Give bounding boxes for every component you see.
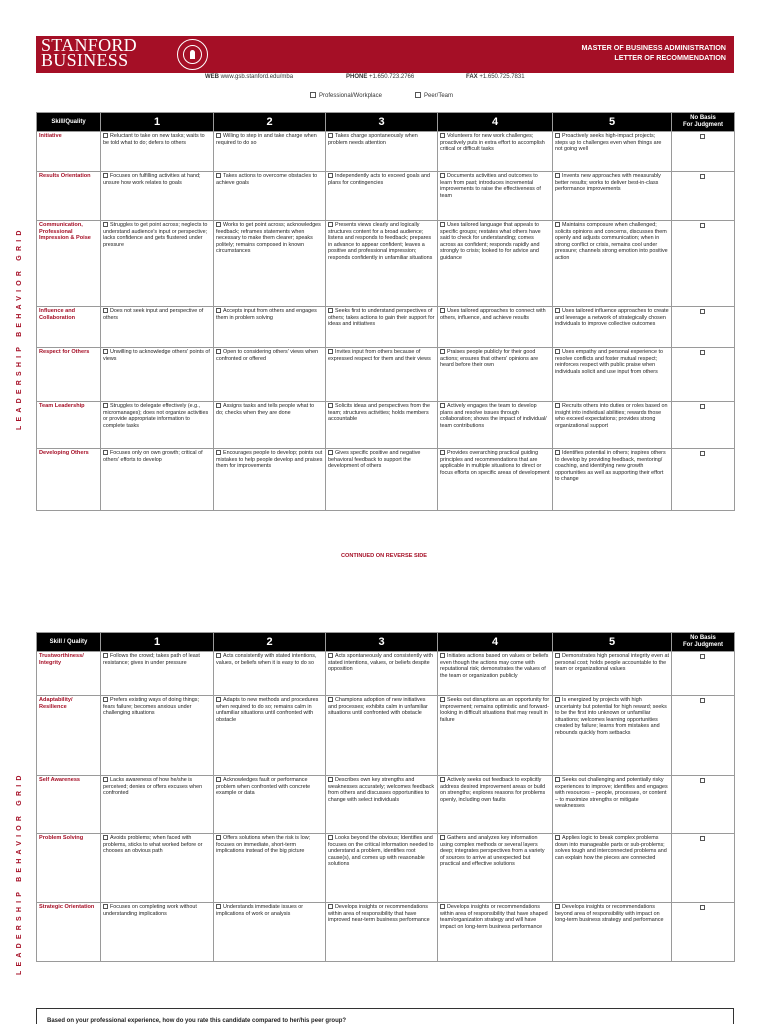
rating-checkbox-2[interactable]: [216, 450, 221, 455]
rating-checkbox-1[interactable]: [103, 173, 108, 178]
rating-checkbox-2[interactable]: [216, 133, 221, 138]
rating-cell-2: [214, 402, 326, 449]
rating-checkbox-3[interactable]: [328, 697, 333, 702]
rating-cell-2: [214, 776, 326, 834]
rating-description: Seeks out challenging and potentially risky experiences to improve; identifies and engages with resources – people, processes, or content – to maximize strengths or mitigate weaknesses: [555, 777, 668, 810]
relationship-peer[interactable]: Peer/Team: [415, 92, 453, 99]
rating-cell-5: [553, 449, 672, 511]
rating-cell-4: [438, 776, 553, 834]
rating-checkbox-4[interactable]: [440, 450, 445, 455]
no-basis-cell: [672, 834, 735, 903]
rating-description: Offers solutions when the risk is low; focuses on immediate, short-term implications instead of the big picture: [216, 835, 311, 855]
skill-label: Results Orientation: [37, 172, 101, 221]
rating-description: Volunteers for new work challenges; proactively puts in extra effort to accomplish critical or difficult tasks: [440, 133, 545, 153]
rating-cell-4: [438, 449, 553, 511]
rating-cell-2: [214, 903, 326, 962]
rating-description: Seeks out disruptions as an opportunity for improvement; remains optimistic and forward-looking in difficult situations that may result in failure: [440, 697, 550, 723]
rating-description: Actively engages the team to develop plans and resolve issues through collaboration; shows the impact of individual/ team contributions: [440, 403, 547, 429]
rating-description: Praises people publicly for their good actions; ensures that others' opinions are heard before their own: [440, 349, 539, 369]
no-basis-cell: [672, 172, 735, 221]
rating-checkbox-2[interactable]: [216, 697, 221, 702]
rating-description: Describes own key strengths and weaknesses accurately; welcomes feedback from others and discusses opportunities to change with select individuals: [328, 777, 435, 803]
title-program: MASTER OF BUSINESS ADMINISTRATION: [581, 43, 726, 52]
rating-description: Develops insights or recommendations beyond area of responsibility with impact on long-term business strategy and performance: [555, 904, 664, 924]
rating-description: Willing to step in and take charge when required to do so: [216, 133, 317, 146]
no-basis-cell: [672, 402, 735, 449]
rating-cell-1: [101, 652, 214, 696]
rating-checkbox-5[interactable]: [555, 403, 560, 408]
web-info: WEB www.gsb.stanford.edu/mba: [205, 74, 294, 80]
rating-description: Actively seeks out feedback to explicitly address desired improvement areas or build on strengths; explores reasons for problems openly, including own faults: [440, 777, 546, 803]
rating-cell-1: [101, 402, 214, 449]
rating-checkbox-3[interactable]: [328, 349, 333, 354]
rating-description: Develops insights or recommendations within area of responsibility that have improved near-term business performance: [328, 904, 430, 924]
rating-checkbox-1[interactable]: [103, 450, 108, 455]
rating-cell-2: [214, 221, 326, 307]
no-basis-checkbox[interactable]: [700, 654, 705, 659]
rating-description: Encourages people to develop; points out mistakes to help people develop and praises them for improvements: [216, 450, 323, 470]
column-3: 3: [326, 113, 438, 132]
no-basis-cell: [672, 903, 735, 962]
logo-line-business: BUSINESS: [41, 50, 129, 70]
column-1: 1: [101, 633, 214, 652]
grid-row: [37, 652, 735, 696]
no-basis-cell: [672, 652, 735, 696]
rating-checkbox-1[interactable]: [103, 904, 108, 909]
rating-checkbox-4[interactable]: [440, 133, 445, 138]
rating-checkbox-4[interactable]: [440, 222, 445, 227]
grid-row: [37, 307, 735, 348]
skill-label: Developing Others: [37, 449, 101, 511]
no-basis-cell: [672, 348, 735, 402]
skill-label: Self Awareness: [37, 776, 101, 834]
rating-cell-4: [438, 307, 553, 348]
rating-description: Follows the crowd; takes path of least resistance; gives in under pressure: [103, 653, 200, 666]
rating-cell-2: [214, 132, 326, 172]
rating-cell-1: [101, 449, 214, 511]
grid-row: [37, 221, 735, 307]
no-basis-checkbox[interactable]: [700, 134, 705, 139]
peer-question: Based on your professional experience, how do you rate this candidate compared to her/his peer group?: [47, 1018, 347, 1024]
rating-checkbox-3[interactable]: [328, 777, 333, 782]
rating-checkbox-5[interactable]: [555, 222, 560, 227]
rating-cell-3: [326, 449, 438, 511]
skill-label: Problem Solving: [37, 834, 101, 903]
rating-checkbox-1[interactable]: [103, 697, 108, 702]
rating-cell-1: [101, 172, 214, 221]
rating-description: Gives specific positive and negative behavioral feedback to support the development of others: [328, 450, 421, 470]
rating-description: Does not seek input and perspective of others: [103, 308, 204, 321]
rating-cell-3: [326, 696, 438, 776]
rating-description: Develops insights or recommendations within area of responsibility that have shaped team/organization strategy and will have impact on long-term business performance: [440, 904, 548, 930]
rating-checkbox-5[interactable]: [555, 450, 560, 455]
rating-cell-4: [438, 348, 553, 402]
rating-cell-1: [101, 776, 214, 834]
no-basis-cell: [672, 449, 735, 511]
rating-description: Seeks first to understand perspectives of others; takes actions to gain their support for ideas and initiatives: [328, 308, 435, 328]
no-basis-cell: [672, 776, 735, 834]
rating-checkbox-2[interactable]: [216, 653, 221, 658]
grid-header-row: [37, 633, 735, 652]
rating-cell-3: [326, 402, 438, 449]
rating-checkbox-4[interactable]: [440, 653, 445, 658]
rating-description: Identifies potential in others; inspires others to develop by providing feedback, mentoring/ coaching, and identifying new growth opportunities as well as supporting their effort to change: [555, 450, 666, 483]
grid-row: [37, 776, 735, 834]
rating-checkbox-5[interactable]: [555, 173, 560, 178]
rating-description: Uses tailored approaches to connect with others, influence, and achieve results: [440, 308, 546, 321]
grid-row: [37, 903, 735, 962]
rating-description: Uses tailored language that appeals to specific groups; restates what others have said to check for understanding; comes across as confident; responds rapidly and strongly to crisis; looked to for advice and guidance: [440, 222, 541, 261]
column-5: 5: [553, 633, 672, 652]
checkbox-peer[interactable]: [415, 92, 421, 98]
title-letter: LETTER OF RECOMMENDATION: [614, 53, 726, 62]
rating-cell-1: [101, 903, 214, 962]
column-1: 1: [101, 113, 214, 132]
rating-description: Provides overarching practical guiding principles and recommendations that are applicable in multiple situations to direct or focus efforts on specific areas of development: [440, 450, 550, 476]
rating-checkbox-3[interactable]: [328, 653, 333, 658]
column-no-basis: No Basis For Judgment: [672, 633, 735, 652]
rating-cell-5: [553, 348, 672, 402]
no-basis-cell: [672, 221, 735, 307]
rating-checkbox-1[interactable]: [103, 653, 108, 658]
leadership-grid-2: [36, 632, 735, 962]
rating-cell-5: [553, 172, 672, 221]
rating-cell-4: [438, 834, 553, 903]
rating-cell-3: [326, 776, 438, 834]
no-basis-checkbox[interactable]: [700, 350, 705, 355]
rating-checkbox-3[interactable]: [328, 133, 333, 138]
rating-checkbox-2[interactable]: [216, 835, 221, 840]
rating-description: Unwilling to acknowledge others' points of views: [103, 349, 210, 362]
rating-description: Documents activities and outcomes to learn from past; introduces incremental improvements to raise the effectiveness of team: [440, 173, 541, 199]
rating-cell-5: [553, 834, 672, 903]
rating-description: Assigns tasks and tells people what to do; checks when they are done: [216, 403, 315, 416]
rating-checkbox-2[interactable]: [216, 222, 221, 227]
rating-checkbox-2[interactable]: [216, 777, 221, 782]
continued-note: CONTINUED ON REVERSE SIDE: [340, 553, 428, 559]
rating-checkbox-3[interactable]: [328, 450, 333, 455]
rating-cell-1: [101, 132, 214, 172]
no-basis-checkbox[interactable]: [700, 174, 705, 179]
fax-number: +1.650.725.7831: [479, 74, 525, 80]
skill-label: Initiative: [37, 132, 101, 172]
rating-checkbox-1[interactable]: [103, 403, 108, 408]
rating-cell-4: [438, 132, 553, 172]
skill-label: Respect for Others: [37, 348, 101, 402]
no-basis-checkbox[interactable]: [700, 698, 705, 703]
fax-info: FAX +1.650.725.7831: [466, 74, 525, 80]
rating-description: Avoids problems; when faced with problems, sticks to what worked before or chooses an obvious path: [103, 835, 203, 855]
grid-row: [37, 132, 735, 172]
rating-cell-4: [438, 172, 553, 221]
rating-description: Works to get point across; acknowledges feedback; reframes statements when necessary to make them clearer; speaks politely; remains composed in known circumstances: [216, 222, 321, 255]
rating-cell-5: [553, 132, 672, 172]
no-basis-cell: [672, 696, 735, 776]
rating-description: Proactively seeks high-impact projects; steps up to challenges even when things are not going well: [555, 133, 662, 153]
rating-description: Struggles to delegate effectively (e.g., micromanages); does not organize activities or provide appropriate information to complete tasks: [103, 403, 209, 429]
rating-description: Adapts to new methods and procedures when required to do so; remains calm in unfamiliar situations until confronted with obstacle: [216, 697, 319, 723]
column-2: 2: [214, 633, 326, 652]
rating-cell-5: [553, 903, 672, 962]
rating-checkbox-1[interactable]: [103, 349, 108, 354]
rating-description: Acts consistently with stated intentions, values, or beliefs when it is easy to do so: [216, 653, 317, 666]
rating-cell-1: [101, 696, 214, 776]
rating-cell-4: [438, 652, 553, 696]
rating-cell-5: [553, 696, 672, 776]
rating-description: Understands immediate issues or implications of work or analysis: [216, 904, 303, 917]
rating-description: Champions adoption of new initiatives and processes; exhibits calm in unfamiliar situations until confronted with obstacle: [328, 697, 428, 717]
rating-cell-2: [214, 307, 326, 348]
rating-description: Maintains composure when challenged; solicits opinions and concerns, discusses them openly and adjusts communication; when in strong conflict or crisis, remains cool under pressure; channels strong emotion into positive action: [555, 222, 668, 261]
side-label-grid-2: LEADERSHIP BEHAVIOR GRID: [16, 771, 23, 975]
rating-checkbox-5[interactable]: [555, 835, 560, 840]
rating-checkbox-3[interactable]: [328, 173, 333, 178]
rating-description: Acknowledges fault or performance problem when confronted with concrete example or data: [216, 777, 311, 797]
rating-checkbox-1[interactable]: [103, 222, 108, 227]
rating-description: Applies logic to break complex problems down into manageable parts or sub-problems; solves tough and interconnected problems and can explain how the pieces are connected: [555, 835, 667, 861]
rating-checkbox-5[interactable]: [555, 777, 560, 782]
rating-checkbox-1[interactable]: [103, 835, 108, 840]
skill-label: Communication, Professional Impression & Poise: [37, 221, 101, 307]
rating-checkbox-4[interactable]: [440, 349, 445, 354]
rating-checkbox-4[interactable]: [440, 403, 445, 408]
rating-cell-3: [326, 307, 438, 348]
column-no-basis: No Basis For Judgment: [672, 113, 735, 132]
rating-checkbox-1[interactable]: [103, 133, 108, 138]
header-banner: [36, 36, 734, 73]
skill-label: Adaptability/ Resilience: [37, 696, 101, 776]
rating-cell-4: [438, 221, 553, 307]
rating-description: Takes actions to overcome obstacles to achieve goals: [216, 173, 318, 186]
rating-checkbox-5[interactable]: [555, 653, 560, 658]
rating-cell-2: [214, 652, 326, 696]
rating-checkbox-4[interactable]: [440, 308, 445, 313]
rating-cell-3: [326, 652, 438, 696]
rating-cell-5: [553, 221, 672, 307]
stanford-business-logo: [41, 35, 137, 70]
relationship-professional[interactable]: Professional/Workplace: [310, 92, 382, 99]
rating-description: Invents new approaches with measurably better results; works to deliver best-in-class performance improvements: [555, 173, 661, 193]
skill-label: Influence and Collaboration: [37, 307, 101, 348]
rating-checkbox-4[interactable]: [440, 173, 445, 178]
no-basis-cell: [672, 132, 735, 172]
rating-cell-2: [214, 449, 326, 511]
rating-checkbox-3[interactable]: [328, 222, 333, 227]
column-3: 3: [326, 633, 438, 652]
rating-checkbox-5[interactable]: [555, 308, 560, 313]
rating-description: Invites input from others because of expressed respect for them and their views: [328, 349, 431, 362]
rating-description: Focuses on completing work without understanding implications: [103, 904, 197, 917]
rating-description: Uses tailored influence approaches to create and leverage a network of strategically chosen individuals to improve collective outcomes: [555, 308, 669, 328]
rating-checkbox-5[interactable]: [555, 904, 560, 909]
rating-checkbox-1[interactable]: [103, 308, 108, 313]
no-basis-checkbox[interactable]: [700, 223, 705, 228]
rating-description: Accepts input from others and engages them in problem solving: [216, 308, 317, 321]
grid-row: [37, 172, 735, 221]
rating-cell-3: [326, 221, 438, 307]
rating-cell-3: [326, 172, 438, 221]
rating-cell-4: [438, 903, 553, 962]
rating-description: Prefers existing ways of doing things; fears failure; becomes anxious under challenging situations: [103, 697, 199, 717]
rating-description: Initiates actions based on values or beliefs even though the actions may come with reputational risk; demonstrates the values of the team or organization publicly: [440, 653, 549, 679]
rating-checkbox-2[interactable]: [216, 403, 221, 408]
rating-cell-2: [214, 172, 326, 221]
column-skill: Skill / Quality: [37, 633, 101, 652]
rating-description: Focuses on fulfilling activities at hand; unsure how work relates to goals: [103, 173, 201, 186]
rating-description: Demonstrates high personal integrity even at personal cost; holds people accountable to the team or organizational values: [555, 653, 669, 673]
rating-description: Is energized by projects with high uncertainty but potential for high reward; seeks to be the first into unknown or unfamiliar situations; welcomes learning opportunities created by failure; learns from mistakes and rebounds quickly from setbacks: [555, 697, 667, 736]
grid-row: [37, 348, 735, 402]
rating-description: Solicits ideas and perspectives from the team; structures activities; holds members accountable: [328, 403, 430, 423]
no-basis-checkbox[interactable]: [700, 404, 705, 409]
rating-cell-5: [553, 307, 672, 348]
no-basis-checkbox[interactable]: [700, 451, 705, 456]
rating-cell-2: [214, 834, 326, 903]
rating-checkbox-5[interactable]: [555, 133, 560, 138]
rating-cell-3: [326, 834, 438, 903]
rating-description: Presents views clearly and logically structures content for a broad audience; listens and responds to feedback; prepares in advance to appear confident; leaves a positive and professional impression; responds confidently in unfamiliar situations: [328, 222, 433, 261]
rating-checkbox-4[interactable]: [440, 835, 445, 840]
no-basis-checkbox[interactable]: [700, 778, 705, 783]
grid-row: [37, 402, 735, 449]
skill-label: Strategic Orientation: [37, 903, 101, 962]
side-label-grid-1: LEADERSHIP BEHAVIOR GRID: [16, 226, 23, 430]
rating-checkbox-1[interactable]: [103, 777, 108, 782]
checkbox-professional[interactable]: [310, 92, 316, 98]
rating-description: Gathers and analyzes key information using complex methods or several layers deep; integrates perspectives from a variety of sources to arrive at unexpected but practical and effective solutions: [440, 835, 545, 868]
column-4: 4: [438, 113, 553, 132]
rating-description: Independently acts to exceed goals and plans for contingencies: [328, 173, 431, 186]
rating-description: Recruits others into duties or roles based on insight into individual abilities; rewards those who exceed expectations; provides strong organizational support: [555, 403, 668, 429]
rating-description: Takes charge spontaneously when problem needs attention: [328, 133, 418, 146]
rating-checkbox-4[interactable]: [440, 777, 445, 782]
no-basis-checkbox[interactable]: [700, 836, 705, 841]
rating-cell-4: [438, 402, 553, 449]
rating-cell-3: [326, 348, 438, 402]
grid-row: [37, 834, 735, 903]
rating-cell-1: [101, 834, 214, 903]
rating-cell-5: [553, 402, 672, 449]
phone-number: +1.650.723.2766: [369, 74, 415, 80]
rating-cell-3: [326, 903, 438, 962]
leadership-grid-1: [36, 112, 735, 511]
rating-checkbox-3[interactable]: [328, 904, 333, 909]
column-4: 4: [438, 633, 553, 652]
rating-cell-5: [553, 776, 672, 834]
skill-label: Team Leadership: [37, 402, 101, 449]
skill-label: Trustworthiness/ Integrity: [37, 652, 101, 696]
rating-cell-4: [438, 696, 553, 776]
rating-cell-1: [101, 348, 214, 402]
stanford-seal-icon: [177, 39, 208, 70]
rating-checkbox-5[interactable]: [555, 349, 560, 354]
rating-description: Acts spontaneously and consistently with stated intentions, values, or beliefs despite opposition: [328, 653, 433, 673]
rating-checkbox-2[interactable]: [216, 904, 221, 909]
rating-checkbox-2[interactable]: [216, 349, 221, 354]
peer-comparison-section: [36, 1008, 734, 1024]
rating-description: Struggles to get point across; neglects to understand audience's input or perspective; lacks confidence and gets flustered under pressure: [103, 222, 208, 248]
rating-checkbox-4[interactable]: [440, 904, 445, 909]
rating-cell-2: [214, 696, 326, 776]
rating-cell-3: [326, 132, 438, 172]
rating-checkbox-2[interactable]: [216, 173, 221, 178]
phone-info: PHONE +1.650.723.2766: [346, 74, 415, 80]
rating-cell-1: [101, 307, 214, 348]
column-5: 5: [553, 113, 672, 132]
rating-checkbox-3[interactable]: [328, 308, 333, 313]
rating-description: Lacks awareness of how he/she is perceived; denies or offers excuses when confronted: [103, 777, 203, 797]
rating-checkbox-4[interactable]: [440, 697, 445, 702]
rating-description: Looks beyond the obvious; Identifies and focuses on the critical information needed to understand a problem, identifies root cause(s), and comes up with reasonable solutions: [328, 835, 434, 868]
web-url[interactable]: www.gsb.stanford.edu/mba: [220, 74, 294, 80]
rating-checkbox-3[interactable]: [328, 835, 333, 840]
document-title: [581, 43, 726, 63]
rating-checkbox-3[interactable]: [328, 403, 333, 408]
column-2: 2: [214, 113, 326, 132]
rating-description: Open to considering others' views when confronted or offered: [216, 349, 319, 362]
rating-checkbox-5[interactable]: [555, 697, 560, 702]
logo-line-stanford: STANFORD: [41, 35, 137, 55]
no-basis-cell: [672, 307, 735, 348]
rating-description: Reluctant to take on new tasks; waits to be told what to do; defers to others: [103, 133, 205, 146]
rating-description: Focuses only on own growth; critical of others' efforts to develop: [103, 450, 203, 463]
grid-row: [37, 696, 735, 776]
rating-description: Uses empathy and personal experience to resolve conflicts and foster mutual respect; reinforces respect with public praise when individuals solicit and use input from others: [555, 349, 663, 375]
rating-checkbox-2[interactable]: [216, 308, 221, 313]
rating-cell-2: [214, 348, 326, 402]
rating-cell-1: [101, 221, 214, 307]
no-basis-checkbox[interactable]: [700, 905, 705, 910]
column-skill: Skill/Quality: [37, 113, 101, 132]
rating-cell-5: [553, 652, 672, 696]
no-basis-checkbox[interactable]: [700, 309, 705, 314]
grid-row: [37, 449, 735, 511]
grid-header-row: [37, 113, 735, 132]
